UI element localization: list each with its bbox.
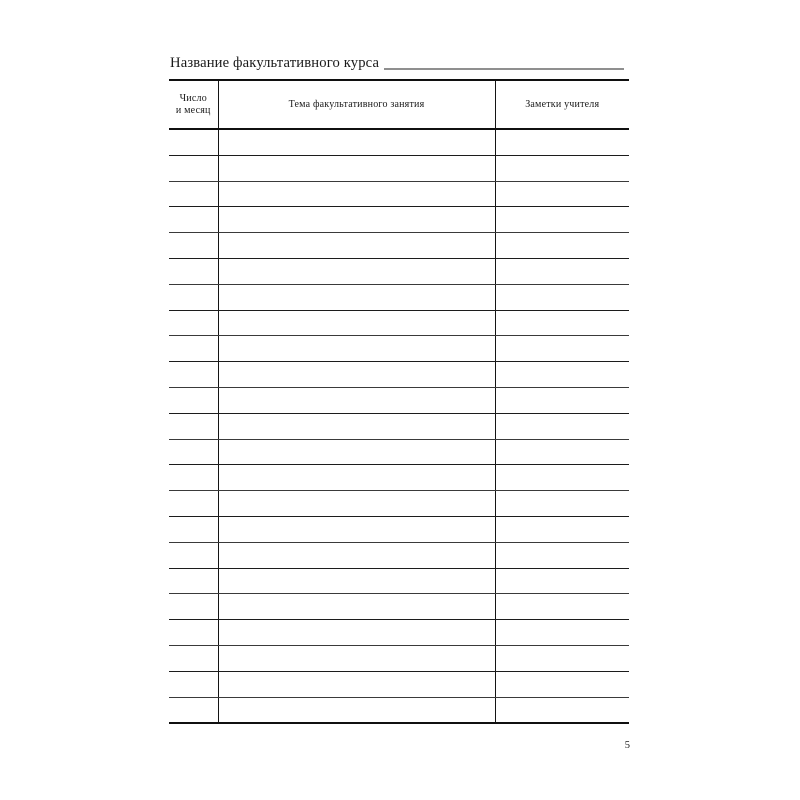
topic-cell <box>218 387 495 413</box>
date-cell <box>169 155 218 181</box>
topic-cell <box>218 284 495 310</box>
topic-cell <box>218 645 495 671</box>
notes-cell <box>495 258 629 284</box>
topic-cell <box>218 465 495 491</box>
table-row <box>169 594 629 620</box>
topic-cell <box>218 697 495 723</box>
notes-cell <box>495 568 629 594</box>
course-title-row <box>170 55 624 72</box>
topic-cell <box>218 310 495 336</box>
notes-cell <box>495 413 629 439</box>
topic-cell <box>218 129 495 155</box>
topic-cell <box>218 336 495 362</box>
table-row <box>169 129 629 155</box>
notes-cell <box>495 645 629 671</box>
date-cell <box>169 413 218 439</box>
table-row <box>169 516 629 542</box>
header-notes <box>495 80 629 129</box>
topic-cell <box>218 568 495 594</box>
notes-cell <box>495 594 629 620</box>
date-cell <box>169 491 218 517</box>
notes-cell <box>495 671 629 697</box>
topic-cell <box>218 671 495 697</box>
page-number: 5 <box>624 740 630 751</box>
topic-cell <box>218 181 495 207</box>
topic-cell <box>218 439 495 465</box>
header-topic <box>218 80 495 129</box>
topic-cell <box>218 516 495 542</box>
notes-cell <box>495 129 629 155</box>
notes-cell <box>495 542 629 568</box>
date-cell <box>169 207 218 233</box>
header-topic-label: Тема факультативного занятия <box>288 98 425 110</box>
topic-cell <box>218 542 495 568</box>
date-cell <box>169 284 218 310</box>
notes-cell <box>495 439 629 465</box>
date-cell <box>169 568 218 594</box>
notes-cell <box>495 181 629 207</box>
table-row <box>169 155 629 181</box>
notes-cell <box>495 697 629 723</box>
table-row <box>169 542 629 568</box>
notes-cell <box>495 233 629 259</box>
notes-cell <box>495 155 629 181</box>
date-cell <box>169 671 218 697</box>
date-cell <box>169 516 218 542</box>
date-cell <box>169 258 218 284</box>
header-date <box>169 80 218 129</box>
date-cell <box>169 310 218 336</box>
table-row <box>169 362 629 388</box>
table-row <box>169 413 629 439</box>
date-cell <box>169 594 218 620</box>
notes-cell <box>495 310 629 336</box>
table-row <box>169 258 629 284</box>
date-cell <box>169 439 218 465</box>
table-row <box>169 207 629 233</box>
notes-cell <box>495 465 629 491</box>
notes-cell <box>495 362 629 388</box>
table-row <box>169 671 629 697</box>
notes-cell <box>495 620 629 646</box>
elective-schedule-table <box>169 79 629 724</box>
table-row <box>169 620 629 646</box>
table-row <box>169 310 629 336</box>
topic-cell <box>218 413 495 439</box>
notes-cell <box>495 387 629 413</box>
topic-cell <box>218 207 495 233</box>
topic-cell <box>218 258 495 284</box>
notes-cell <box>495 336 629 362</box>
table-row <box>169 387 629 413</box>
course-title-blank-line <box>384 69 624 70</box>
topic-cell <box>218 233 495 259</box>
date-cell <box>169 645 218 671</box>
table-header-row <box>169 80 629 129</box>
notes-cell <box>495 284 629 310</box>
date-cell <box>169 465 218 491</box>
date-cell <box>169 542 218 568</box>
table-row <box>169 491 629 517</box>
table-row <box>169 284 629 310</box>
table-row <box>169 645 629 671</box>
date-cell <box>169 697 218 723</box>
table-row <box>169 233 629 259</box>
date-cell <box>169 336 218 362</box>
notes-cell <box>495 491 629 517</box>
course-title-label: Название факультативного курса <box>170 55 380 71</box>
topic-cell <box>218 491 495 517</box>
notes-cell <box>495 207 629 233</box>
table-row <box>169 439 629 465</box>
table-row <box>169 568 629 594</box>
date-cell <box>169 181 218 207</box>
date-cell <box>169 387 218 413</box>
table-row <box>169 336 629 362</box>
header-date-line2: и месяц <box>175 104 211 116</box>
date-cell <box>169 620 218 646</box>
topic-cell <box>218 362 495 388</box>
table-body <box>169 129 629 723</box>
topic-cell <box>218 155 495 181</box>
date-cell <box>169 233 218 259</box>
header-notes-label: Заметки учителя <box>525 98 600 110</box>
table-row <box>169 181 629 207</box>
header-date-line1: Число <box>179 93 207 104</box>
notes-cell <box>495 516 629 542</box>
date-cell <box>169 129 218 155</box>
table-header <box>169 80 629 129</box>
topic-cell <box>218 594 495 620</box>
table-row <box>169 465 629 491</box>
table-row <box>169 697 629 723</box>
date-cell <box>169 362 218 388</box>
topic-cell <box>218 620 495 646</box>
